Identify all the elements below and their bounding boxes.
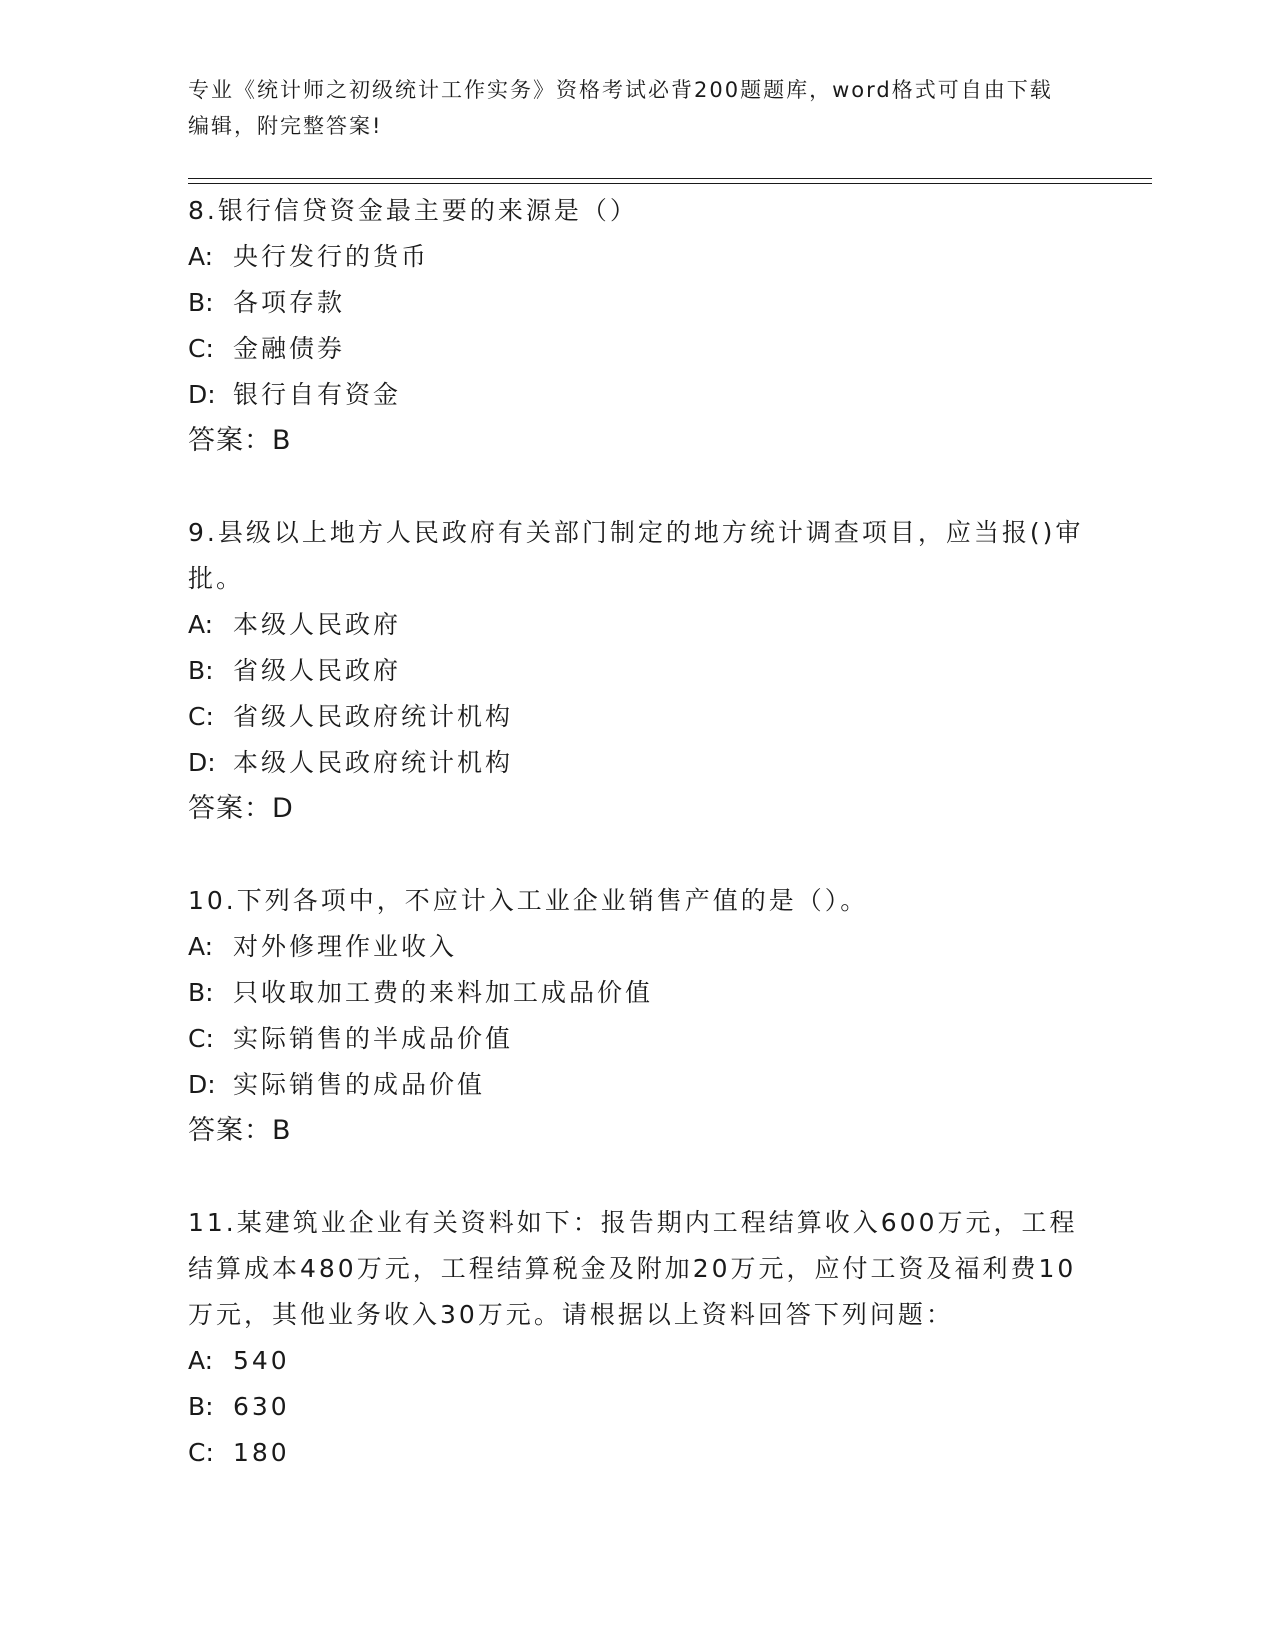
option-letter: D: bbox=[188, 1070, 216, 1099]
option-d bbox=[188, 740, 1088, 786]
question-text: 9.县级以上地方人民政府有关部门制定的地方统计调查项目，应当报()审批。 bbox=[188, 518, 1084, 593]
option-text: 银行自有资金 bbox=[233, 380, 402, 409]
option-text: 实际销售的成品价值 bbox=[233, 1070, 486, 1099]
option-text: 省级人民政府统计机构 bbox=[233, 702, 514, 731]
answer-label: 答案：B bbox=[188, 1115, 292, 1146]
option-letter: C: bbox=[188, 1024, 214, 1053]
question-text: 8.银行信贷资金最主要的来源是（） bbox=[188, 196, 638, 225]
question-text: 10.下列各项中，不应计入工业企业销售产值的是（）。 bbox=[188, 886, 869, 915]
option-letter: A: bbox=[188, 242, 214, 271]
option-letter: B: bbox=[188, 288, 214, 317]
header-divider-bottom bbox=[188, 183, 1152, 184]
option-a bbox=[188, 1338, 1088, 1384]
option-text: 省级人民政府 bbox=[233, 656, 402, 685]
option-d bbox=[188, 1062, 1088, 1108]
question-10 bbox=[188, 878, 1088, 1154]
option-a bbox=[188, 924, 1088, 970]
option-text: 180 bbox=[233, 1438, 290, 1467]
option-c bbox=[188, 1016, 1088, 1062]
question-text: 11.某建筑业企业有关资料如下：报告期内工程结算收入600万元，工程结算成本480万元，工程结算税金及附加20万元，应付工资及福利费10万元，其他业务收入30万元。请根据以上资料回答下列问题： bbox=[188, 1208, 1078, 1329]
option-letter: A: bbox=[188, 1346, 214, 1375]
option-c bbox=[188, 1430, 1088, 1476]
option-letter: C: bbox=[188, 334, 214, 363]
document-intro: 专业《统计师之初级统计工作实务》资格考试必背200题题库，word格式可自由下载编辑，附完整答案! bbox=[188, 78, 1053, 138]
question-list bbox=[188, 188, 1088, 1522]
option-a bbox=[188, 602, 1088, 648]
question-8 bbox=[188, 188, 1088, 464]
answer-label: 答案：D bbox=[188, 793, 294, 824]
option-text: 央行发行的货币 bbox=[233, 242, 430, 271]
option-b bbox=[188, 648, 1088, 694]
option-a bbox=[188, 234, 1088, 280]
option-letter: D: bbox=[188, 748, 216, 777]
option-text: 540 bbox=[233, 1346, 290, 1375]
option-c bbox=[188, 326, 1088, 372]
option-text: 各项存款 bbox=[233, 288, 346, 317]
option-text: 本级人民政府统计机构 bbox=[233, 748, 514, 777]
option-b bbox=[188, 970, 1088, 1016]
option-letter: B: bbox=[188, 978, 214, 1007]
header-divider-top bbox=[188, 178, 1152, 179]
option-b bbox=[188, 1384, 1088, 1430]
option-letter: C: bbox=[188, 1438, 214, 1467]
option-letter: B: bbox=[188, 1392, 214, 1421]
option-text: 对外修理作业收入 bbox=[233, 932, 458, 961]
option-c bbox=[188, 694, 1088, 740]
option-text: 实际销售的半成品价值 bbox=[233, 1024, 514, 1053]
answer-label: 答案：B bbox=[188, 425, 292, 456]
option-letter: A: bbox=[188, 932, 214, 961]
option-text: 金融债券 bbox=[233, 334, 346, 363]
option-text: 本级人民政府 bbox=[233, 610, 402, 639]
question-9 bbox=[188, 510, 1088, 832]
option-letter: B: bbox=[188, 656, 214, 685]
option-text: 只收取加工费的来料加工成品价值 bbox=[233, 978, 654, 1007]
question-11 bbox=[188, 1200, 1088, 1476]
option-letter: A: bbox=[188, 610, 214, 639]
option-b bbox=[188, 280, 1088, 326]
option-letter: C: bbox=[188, 702, 214, 731]
option-letter: D: bbox=[188, 380, 216, 409]
option-d bbox=[188, 372, 1088, 418]
option-text: 630 bbox=[233, 1392, 290, 1421]
